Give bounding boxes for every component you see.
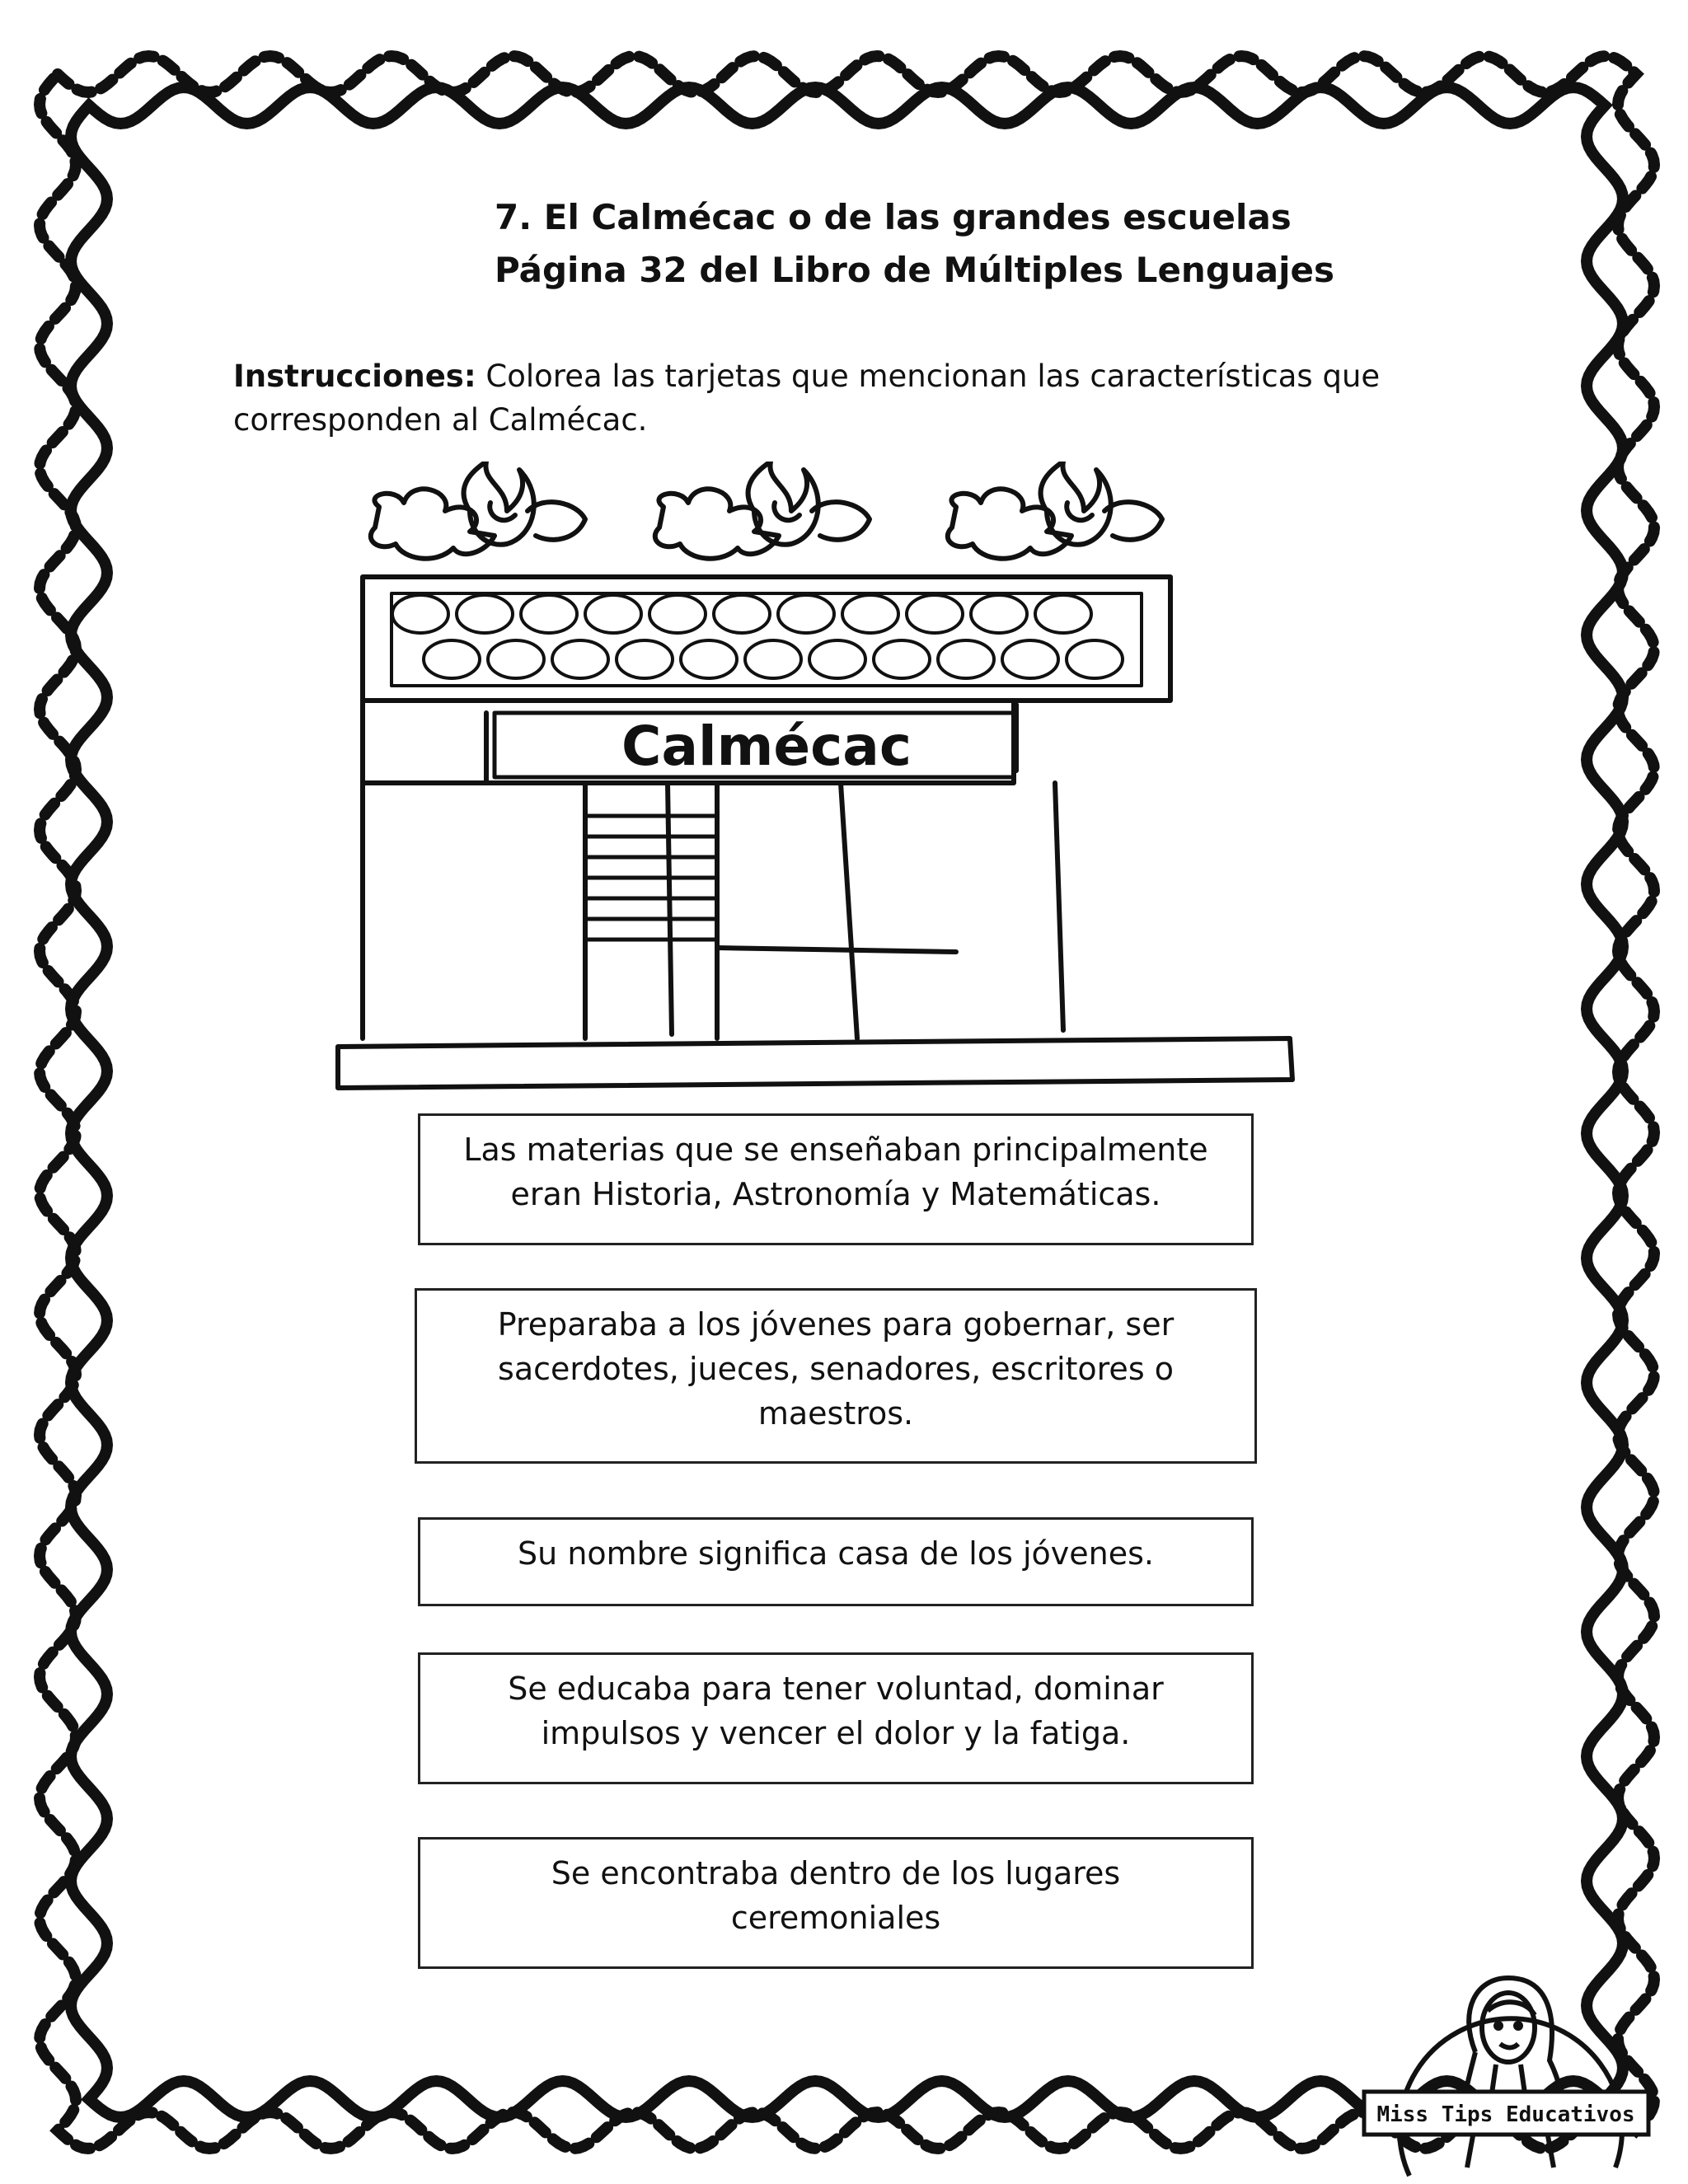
frieze-stone [842,595,898,633]
frieze-stone [778,595,834,633]
instructions-text: Colorea las tarjetas que mencionan las características que corresponden al Calmécac. [233,359,1381,438]
instructions-label: Instrucciones: [233,359,476,394]
card-preparaba[interactable] [415,1288,1257,1464]
flame-ornament-left [371,462,585,559]
card-materias-text: Las materias que se enseñaban principalmente eran Historia, Astronomía y Matemáticas. [463,1132,1208,1212]
frieze-stone [649,595,706,633]
frieze-stone [392,595,448,633]
title-line-2: Página 32 del Libro de Múltiples Lenguajes [495,250,1335,290]
card-materias[interactable] [418,1113,1254,1245]
flame-ornament-center [655,462,870,559]
calmecac-building-illustration [330,462,1311,1104]
instructions [233,354,1453,442]
logo-text: Miss Tips Educativos [1376,2102,1635,2127]
frieze-stone [617,640,673,678]
frieze-stone [714,595,770,633]
page-title [495,191,1335,297]
frieze-stone [874,640,930,678]
frieze-stone [971,595,1027,633]
card-encontraba-text: Se encontraba dentro de los lugares ceremoniales [551,1855,1121,1936]
card-preparaba-text: Preparaba a los jóvenes para gobernar, ser sacerdotes, jueces, senadores, escritores o maestros. [497,1306,1175,1432]
title-line-1: 7. El Calmécac o de las grandes escuelas [495,197,1292,237]
frieze-stone [938,640,994,678]
card-encontraba[interactable] [418,1837,1254,1969]
frieze-stone [681,640,737,678]
frieze-stone [488,640,544,678]
frieze-stone [585,595,641,633]
card-nombre-text: Su nombre significa casa de los jóvenes. [518,1535,1154,1572]
card-educaba-text: Se educaba para tener voluntad, dominar impulsos y vencer el dolor y la fatiga. [508,1671,1164,1751]
frieze-stone [809,640,865,678]
sign-text: Calmécac [621,715,912,778]
card-nombre[interactable] [418,1517,1254,1606]
frieze-stone [457,595,513,633]
frieze-stone [552,640,608,678]
frieze-stone [1067,640,1123,678]
base-platform [338,1038,1292,1088]
frieze-stone [521,595,577,633]
stairs [585,816,717,940]
frieze-stone [745,640,801,678]
frieze-stone [1035,595,1091,633]
miss-tips-logo [1352,1920,1657,2184]
frieze-stone [907,595,963,633]
frieze-stone [424,640,480,678]
flame-ornament-right [948,462,1162,559]
frieze-stone [1002,640,1058,678]
card-educaba[interactable] [418,1652,1254,1784]
